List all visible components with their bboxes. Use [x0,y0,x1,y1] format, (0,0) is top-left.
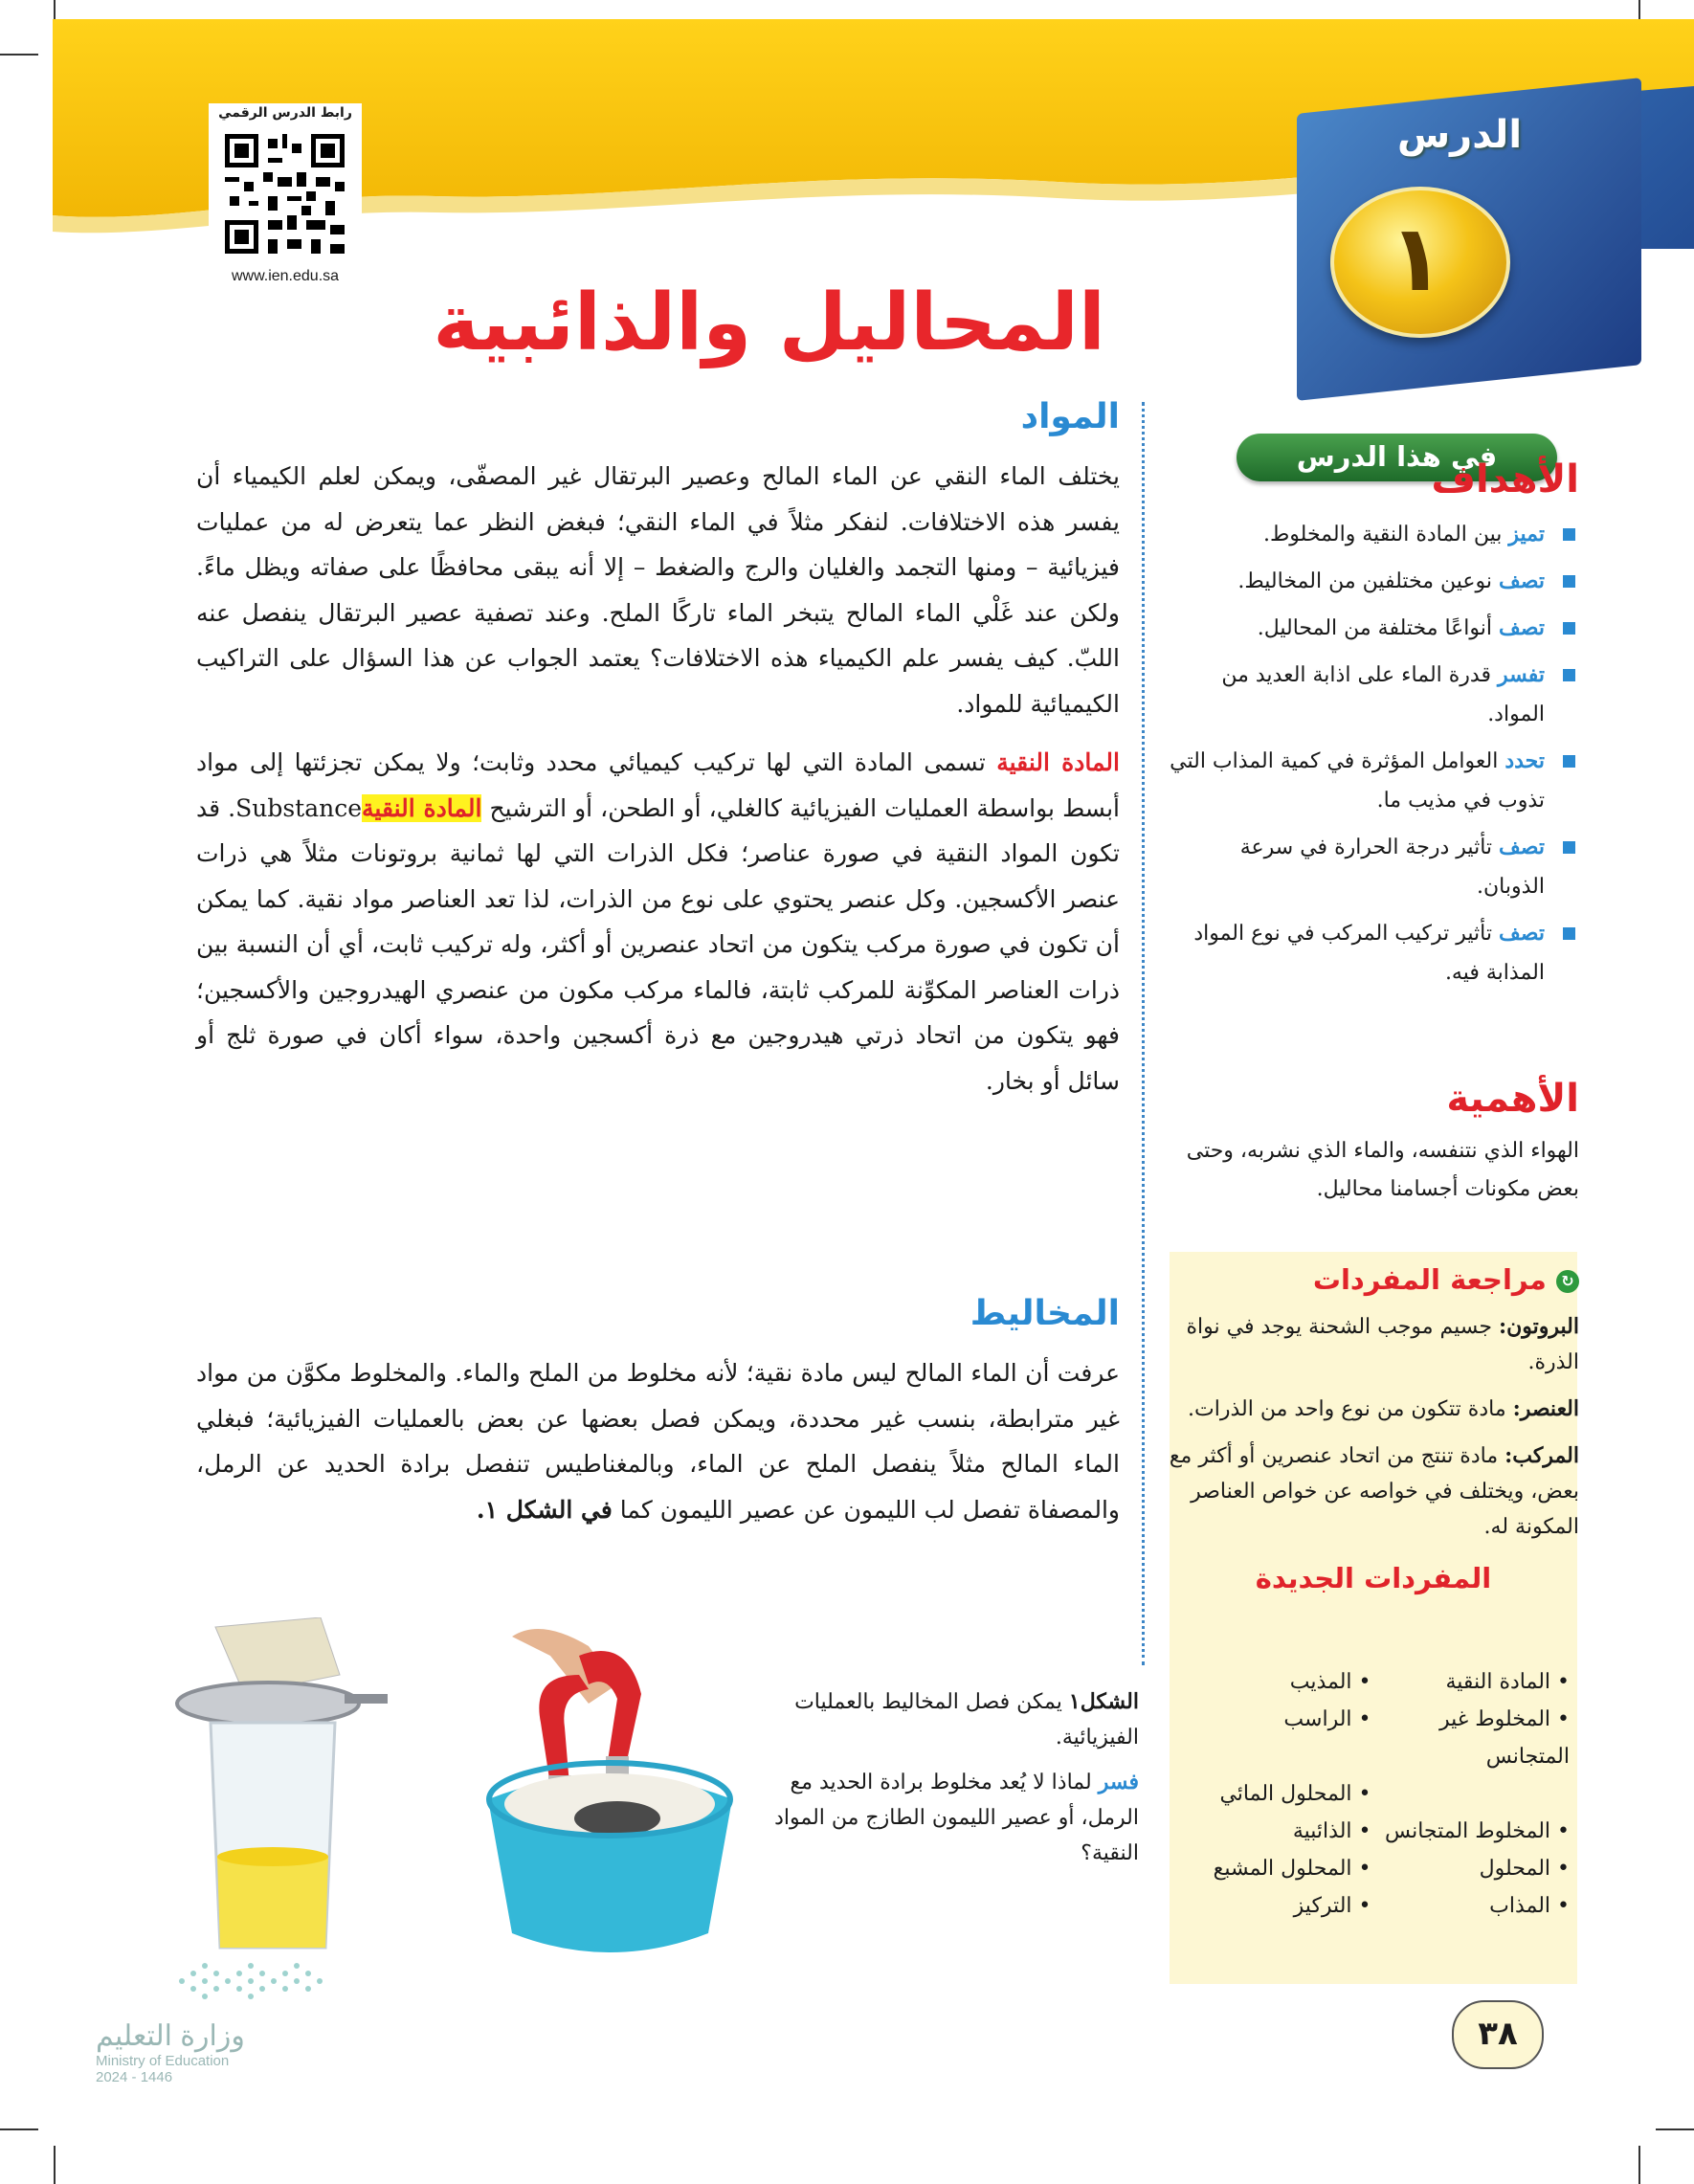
text-run: عرفت أن الماء المالح ليس مادة نقية؛ لأنه مخلوط من الملح والماء. والمخلوط مكوَّن من مواد غير مترابطة، بنسب غير محددة، ويمكن فصل بعضها عن بعض بالعمليات الفيزيائية؛ فبغلي الماء المالح مثلاً ينفصل الملح عن الماء، وبالمغناطيس تنفصل برادة الحديد عن الرمل، والمصفاة تفصل لب الليمون عن عصير الليمون كما [196,1359,1120,1524]
objective-verb: تصف [1499,615,1545,640]
vocab-review-heading [1168,1263,1579,1296]
new-term: • المحلول [1479,1857,1570,1881]
ministry-year: 2024 - 1446 [96,2069,173,2085]
highlighted-term: المادة النقية [362,793,482,822]
text-run: تسمى المادة التي لها تركيب كيميائي محدد وثابت؛ ولا يمكن تجزئتها إلى مواد أبسط بواسطة العمليات الفيزيائية كالغلي، أو الطحن، أو الترشيح [196,748,1121,822]
objective-verb: تحدد [1505,748,1545,773]
qr-code-icon[interactable] [225,134,345,254]
ministry-ar: وزارة التعليم [96,2020,245,2052]
objective-item [1168,914,1579,992]
section-substances [196,397,1120,1103]
objective-item [1168,609,1579,648]
objective-text: نوعين مختلفين من المخاليط. [1237,569,1500,593]
qr-label: رابط الدرس الرقمي [218,105,352,121]
vocab-def: مادة تتكون من نوع واحد من الذرات. [1188,1397,1513,1421]
new-term: • المذاب [1489,1894,1570,1918]
vocab-entry [1168,1438,1579,1545]
objectives-heading: الأهداف [1431,457,1579,501]
section-mixtures [196,1294,1120,1532]
bullet-icon [1563,841,1575,854]
page-title: المحاليل والذائبية [433,278,1105,368]
crop-mark [54,2146,56,2184]
bullet-icon [1563,755,1575,768]
crop-mark [1638,2146,1640,2184]
objective-item [1168,515,1579,554]
objective-verb: تصف [1499,835,1545,859]
lemon-juice-strainer-photo [158,1617,388,1962]
importance-section [1168,1077,1579,1209]
qr-url[interactable]: www.ien.edu.sa [231,268,340,284]
paragraph [196,1350,1120,1532]
caption-text: يمكن فصل المخاليط بالعمليات الفيزيائية. [794,1690,1139,1749]
crop-mark [1656,2128,1694,2130]
objective-item [1168,656,1579,734]
new-terms-heading: المفردات الجديدة [1255,1562,1492,1594]
bullet-icon [1563,927,1575,940]
vocab-def: مادة تنتج من اتحاد عنصرين أو أكثر مع بعض، ويختلف في خواصه عن خواص العناصر المكونة له. [1169,1444,1579,1539]
crop-mark [0,54,38,56]
text-run: Substance. قد تكون المواد النقية في صورة عناصر؛ فكل الذرات التي لها ثمانية بروتونات مثلاً هي ذرات عنصر الأكسجين. وكل عنصر يحتوي على نوع من الذرات، لذا تعد العناصر مواد نقية. كما يمكن أن تكون في صورة مركب يتكون من اتحاد عنصرين أو أكثر، وله تركيب ثابت، أي أن النسبة بين ذرات العناصر المكوِّنة للمركب ثابتة، فالماء مركب مكون من عنصري الهيدروجين والأكسجين؛ فهو يتكون من اتحاد ذرتي هيدروجين مع ذرة أكسجين واحدة، سواء أكان في صورة ثلج أو سائل أو بخار. [196,793,1120,1095]
objectives-section [1168,457,1579,992]
new-terms-list [1182,1663,1570,1925]
section-heading: المواد [1020,397,1120,436]
lesson-number: ١ [1388,205,1445,312]
objective-text: تأثير درجة الحرارة في سرعة الذوبان. [1239,836,1545,899]
review-heading-text: مراجعة المفردات [1312,1263,1547,1296]
bullet-icon [1563,622,1575,635]
review-icon: ↻ [1556,1270,1579,1293]
vocab-entry [1168,1309,1579,1380]
objective-text: العوامل المؤثرة في كمية المذاب التي تذوب في مذيب ما. [1170,749,1545,813]
key-term: المادة النقية [996,748,1120,776]
new-term: • المخلوط المتجانس [1385,1819,1570,1843]
objective-verb: تميز [1508,522,1545,546]
new-term: • المحلول المائي [1219,1782,1371,1806]
bullet-icon [1563,575,1575,588]
objective-text: بين المادة النقية والمخلوط. [1262,523,1509,546]
in-this-lesson-tab: في هذا الدرس [1237,434,1557,481]
objective-verb: تصف [1499,921,1545,946]
objective-item [1168,828,1579,906]
vocab-term: البروتون: [1499,1314,1579,1339]
vocab-entry [1168,1392,1579,1427]
magnet-iron-sand-photo [483,1617,737,1962]
objective-item [1168,562,1579,601]
bullet-icon [1563,669,1575,681]
objective-verb: تفسر [1497,662,1545,687]
new-term: • المحلول المشبع [1213,1857,1371,1881]
objective-text: قدرة الماء على اذابة العديد من المواد. [1221,663,1545,726]
lesson-label: الدرس [1396,113,1523,157]
new-term: • المخلوط غير المتجانس [1439,1707,1570,1769]
new-term: • المادة النقية [1445,1670,1570,1694]
explain-line [747,1765,1139,1871]
section-heading: المخاليط [970,1294,1120,1333]
vocab-term: العنصر: [1512,1396,1579,1421]
new-term: • التركيز [1293,1894,1371,1918]
paragraph [196,740,1120,1103]
new-term: • المذيب [1289,1670,1371,1694]
explain-verb: فسر [1098,1770,1139,1794]
objective-item [1168,742,1579,820]
figure-label: الشكل١ [1068,1689,1139,1714]
ministry-logo-icon [172,1952,345,2010]
new-term [1381,1775,1571,1813]
paragraph: يختلف الماء النقي عن الماء المالح وعصير البرتقال غير المصفّى، ويمكن لعلم الكيمياء أن يفسر هذه الاختلافات. لنفكر مثلاً في الماء النقي؛ فبغض النظر عما يتعرض له من عمليات فيزيائية – ومنها التجمد والغليان والرج والضغط – إلا أنه يبقى محافظًا على صفاته ويظل ماءً. ولكن عند غَلْي الماء المالح يتبخر الماء تاركًا الملح. وعند تصفية عصير البرتقال ينفصل عنه اللبّ. كيف يفسر علم الكيمياء هذه الاختلافات؟ يعتمد الجواب عن هذا السؤال على التراكيب الكيميائية للمواد. [196,462,1120,718]
crop-mark [0,2128,38,2130]
objective-verb: تصف [1499,568,1545,593]
caption-line [747,1684,1139,1755]
explain-text: لماذا لا يُعد مخلوط برادة الحديد مع الرمل، أو عصير الليمون الطازج من المواد النقية؟ [774,1771,1139,1865]
page-number: ٣٨ [1452,2000,1544,2069]
column-divider [1142,402,1145,1665]
vocab-term: المركب: [1505,1443,1579,1468]
objective-text: تأثير تركيب المركب في نوع المواد المذابة فيه. [1193,922,1545,985]
objectives-list [1168,515,1579,992]
figure-reference[interactable]: في الشكل ١. [476,1495,613,1524]
ministry-en: Ministry of Education [96,2053,230,2069]
vocab-review [1168,1263,1579,1594]
new-term: • الذائبية [1292,1819,1371,1843]
objective-text: أنواعًا مختلفة من المحاليل. [1257,616,1500,640]
ministry-logo [96,2019,268,2085]
vocab-def: جسيم موجب الشحنة يوجد في نواة الذرة. [1186,1315,1579,1374]
bullet-icon [1563,528,1575,541]
importance-heading: الأهمية [1446,1077,1579,1121]
importance-text: الهواء الذي نتنفسه، والماء الذي نشربه، وحتى بعض مكونات أجسامنا محاليل. [1186,1139,1579,1201]
new-term: • الراسب [1283,1707,1371,1731]
figure-caption [747,1684,1139,1871]
